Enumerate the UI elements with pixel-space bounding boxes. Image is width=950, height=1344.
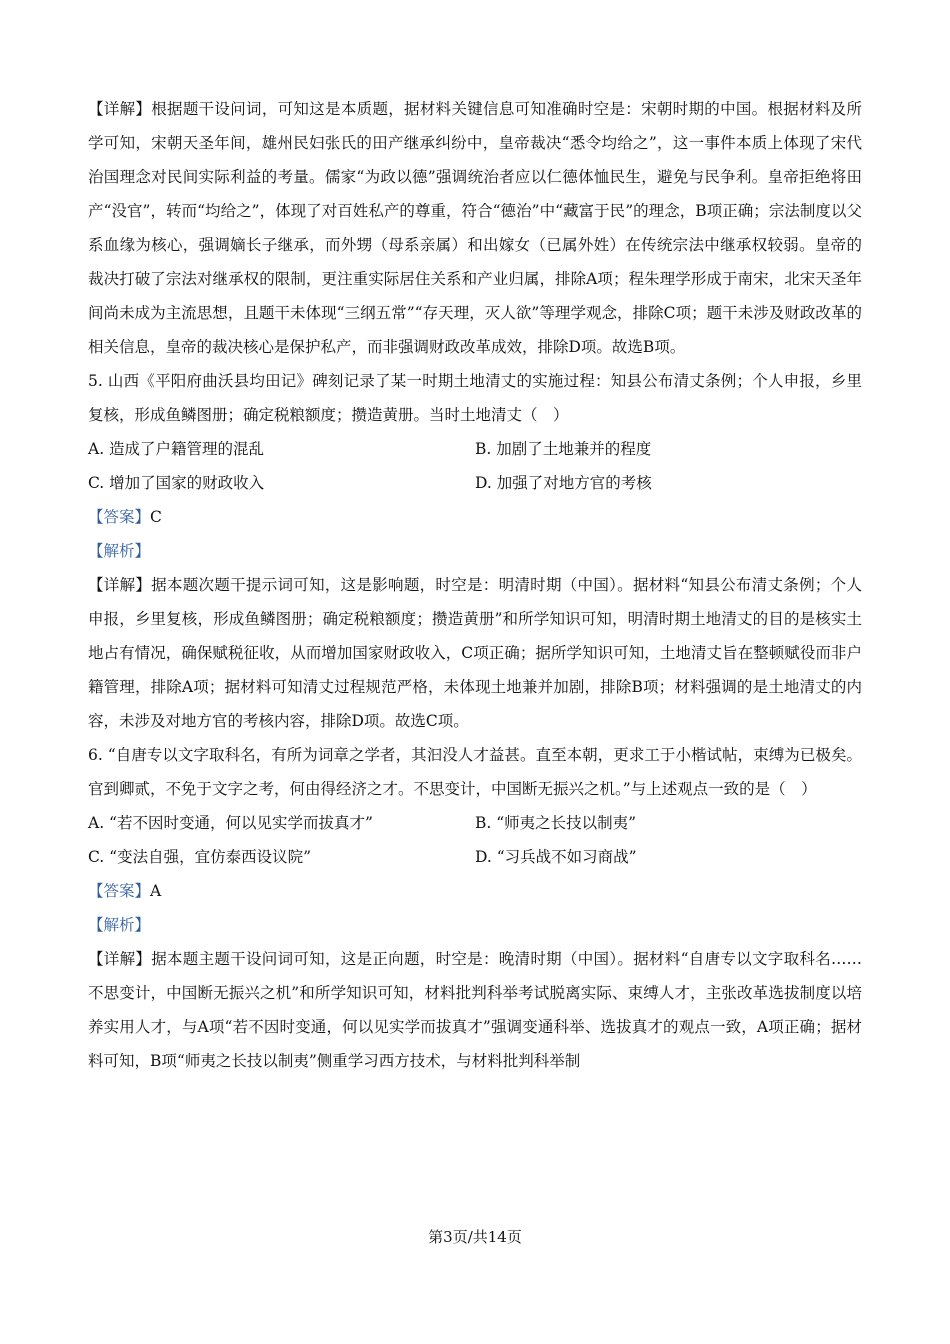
q6-answer-line xyxy=(88,874,862,908)
answer-tag: 【答案】 xyxy=(88,882,151,900)
q5-detail-text: 据本题次题干提示词可知，这是影响题，时空是：明清时期（中国）。据材料“知县公布清丈条例；个人申报，乡里复核，形成鱼鳞图册；确定税粮额度；攒造黄册”和所学知识可知，明清时期土地清丈的目的是核实土地占有情况，确保赋税征收，从而增加国家财政收入，C项正确；据所学知识可知，土地清丈旨在整顿赋役而非户籍管理，排除A项；据材料可知清丈过程规范严格，未体现土地兼并加剧，排除B项；材料强调的是土地清丈的内容，未涉及对地方官的考核内容，排除D项。故选C项。 xyxy=(88,576,862,730)
q5-option-c: C. 增加了国家的财政收入 xyxy=(88,474,265,492)
analysis-tag: 【解析】 xyxy=(88,916,151,934)
q5-analysis-line xyxy=(88,534,862,568)
detail-tag: 【详解】 xyxy=(88,100,152,118)
q5-option-d: D. 加强了对地方官的考核 xyxy=(475,474,652,492)
q6-option-b: B. “师夷之长技以制夷” xyxy=(475,814,637,832)
q6-option-d: D. “习兵战不如习商战” xyxy=(475,848,637,866)
q5-answer-line xyxy=(88,500,862,534)
q4-detail-text: 根据题干设问词，可知这是本质题，据材料关键信息可知准确时空是：宋朝时期的中国。根据材料及所学可知，宋朝天圣年间，雄州民妇张氏的田产继承纠纷中，皇帝裁决“悉令均给之”，这一事件本质上体现了宋代治国理念对民间实际利益的考量。儒家“为政以德”强调统治者应以仁德体恤民生，避免与民争利。皇帝拒绝将田产“没官”，转而“均给之”，体现了对百姓私产的尊重，符合“德治”中“藏富于民”的理念，B项正确；宗法制度以父系血缘为核心，强调嫡长子继承，而外甥（母系亲属）和出嫁女（已属外姓）在传统宗法中继承权较弱。皇帝的裁决打破了宗法对继承权的限制，更注重实际居住关系和产业归属，排除A项；程朱理学形成于南宋，北宋天圣年间尚未成为主流思想，且题干未体现“三纲五常”“存天理，灭人欲”等理学观念，排除C项；题干未涉及财政改革的相关信息，皇帝的裁决核心是保护私产，而非强调财政改革成效，排除D项。故选B项。 xyxy=(88,100,862,356)
detail-tag: 【详解】 xyxy=(88,576,152,594)
q6-option-c: C. “变法自强，宜仿泰西设议院” xyxy=(88,848,312,866)
q6-detail-text: 据本题主题干设问词可知，这是正向题，时空是：晚清时期（中国）。据材料“自唐专以文字取科名……不思变计，中国断无振兴之机”和所学知识可知，材料批判科举考试脱离实际、束缚人才，主张改革选拔制度以培养实用人才，与A项“若不因时变通，何以见实学而拔真才”强调变通科举、选拔真才的观点一致，A项正确；据材料可知，B项“师夷之长技以制夷”侧重学习西方技术，与材料批判科举制 xyxy=(88,950,862,1070)
q6-answer: A xyxy=(150,882,162,900)
q6-option-a: A. “若不因时变通，何以见实学而拔真才” xyxy=(88,814,373,832)
q5-detail-paragraph xyxy=(88,568,862,738)
q6-detail-paragraph xyxy=(88,942,862,1078)
q5-option-a: A. 造成了户籍管理的混乱 xyxy=(88,440,265,458)
q5-option-b: B. 加剧了土地兼并的程度 xyxy=(475,440,652,458)
q6-analysis-line xyxy=(88,908,862,942)
document-page xyxy=(88,92,862,1078)
q6-options xyxy=(88,806,862,874)
q5-answer: C xyxy=(150,508,162,526)
page-footer: 第3页/共14页 xyxy=(428,1228,522,1246)
detail-tag: 【详解】 xyxy=(88,950,152,968)
q4-detail-paragraph xyxy=(88,92,862,364)
q5-options xyxy=(88,432,862,500)
analysis-tag: 【解析】 xyxy=(88,542,151,560)
answer-tag: 【答案】 xyxy=(88,508,151,526)
q6-stem: 6. “自唐专以文字取科名，有所为词章之学者，其汩没人才益甚。直至本朝，更求工于小楷试帖，束缚为已极矣。官到卿贰，不免于文字之考，何由得经济之才。不思变计，中国断无振兴之机。”与上述观点一致的是（ ） xyxy=(88,746,862,798)
q5-stem: 5. 山西《平阳府曲沃县均田记》碑刻记录了某一时期土地清丈的实施过程：知县公布清丈条例；个人申报，乡里复核，形成鱼鳞图册；确定税粮额度；攒造黄册。当时土地清丈（ ） xyxy=(88,372,862,424)
